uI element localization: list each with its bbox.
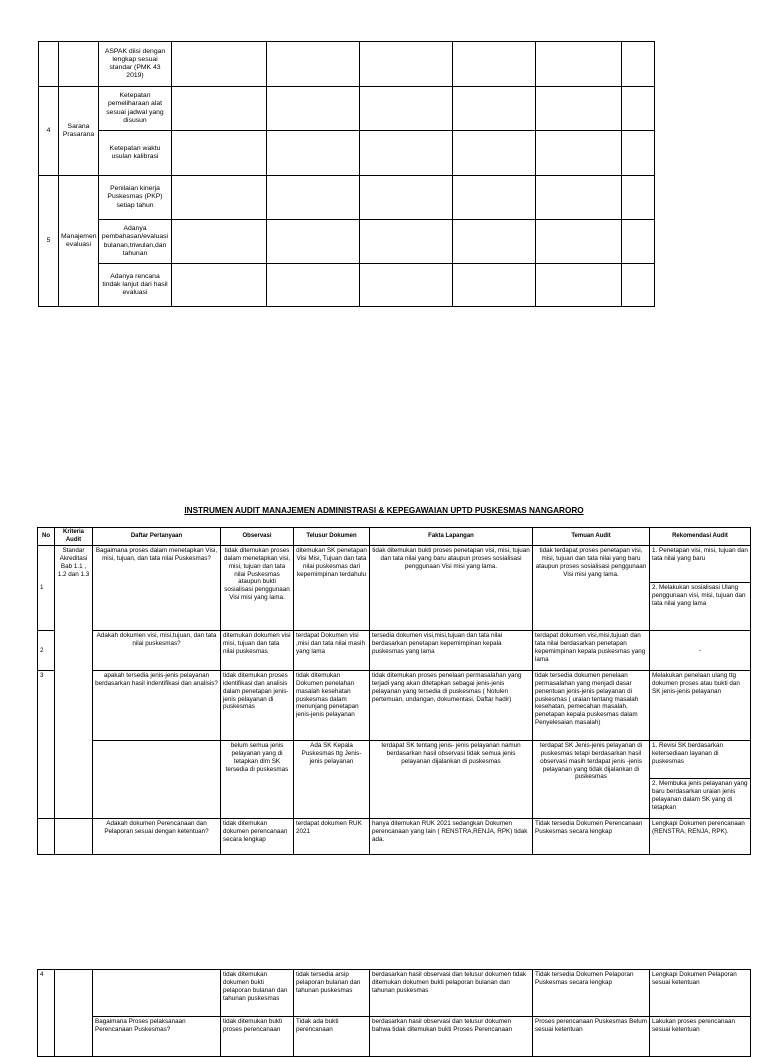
document-cell: Ada SK Kepala Puskesmas ttg Jenis-jenis pelayanan: [294, 741, 370, 819]
recommendation-cell: Lakukan proses perencanaan sesuai ketentuan: [650, 1017, 751, 1057]
fact-cell: berdasarkan hasil observasi dan telusur dokumen bahwa tidak ditemukan bukti Proses Perencanaan: [370, 1017, 533, 1057]
document-cell: tidak ditemukan Dokumen penelahan masalah kesehatan puskesmas dalam menunjang penetapan jenis-jenis pelayanan: [294, 671, 370, 741]
audit-instrument-title: INSTRUMEN AUDIT MANAJEMEN ADMINISTRASI & KEPEGAWAIAN UPTD PUSKESMAS NANGARORO: [184, 506, 584, 515]
criteria-cell: Ketepatan pemeliharaan alat sesuai jadwal yang disusun: [99, 87, 172, 131]
question-cell: Adakah dokumen visi, misi,tujuan, dan tata nilai puskesmas?: [93, 631, 221, 671]
table-row: [39, 176, 655, 220]
question-cell: Bagaimana Proses pelaksanaan Perencanaan Puskesmas?: [93, 1017, 221, 1057]
finding-cell: terdapat dokumen visi,misi,tujuan dan tata nilai berdasarkan penetapan kepemimpinan kepala puskesmas yang lama: [533, 631, 650, 671]
document-cell: Tidak ada bukti perencanaan: [294, 1017, 370, 1057]
col-header-kriteria: Kriteria Audit: [55, 528, 93, 546]
recommendation-cell: 2. Membuka jenis pelayanan yang baru berdasarkan uraian jenis pelayanan dalam SK yang di tetapkan: [650, 779, 751, 819]
document-cell: terdapat dokumen RUK 2021: [294, 819, 370, 855]
evaluation-table: [38, 41, 655, 307]
col-header-observasi: Observasi: [221, 528, 294, 546]
finding-cell: terdapat SK Jenis-jenis pelayanan di puskesmas tetapi berdasarkan hasil observasi masih terdapat jenis -jenis pelayanan yang tidak dijalankan di puskesmas: [533, 741, 650, 819]
observation-cell: belum semua jenis pelayanan yang di tetapkan dlm SK tersedia di puskesmas: [221, 741, 294, 819]
recommendation-cell: 1. Revisi SK berdasarkan ketersediaan layanan di puskesmas: [650, 741, 751, 779]
table-row: [38, 671, 751, 741]
criteria-cell: Adanya rencana tindak lanjut dari hasil evaluasi: [99, 264, 172, 307]
observation-cell: tidak ditemukan dokumen bukti pelaporan bulanan dan tahunan puskesmas: [221, 970, 294, 1017]
question-cell: [93, 741, 221, 819]
table-row: [38, 741, 751, 779]
category-name: Sarana Prasarana: [59, 87, 99, 176]
row-number: 4: [38, 970, 55, 1057]
observation-cell: tidak ditemukan dokumen perencanaan secara lengkap: [221, 819, 294, 855]
category-name: Manajemen evaluasi: [59, 176, 99, 307]
question-cell: Adakah dokumen Perencanaan dan Pelaporan sesuai dengan ketentuan?: [93, 819, 221, 855]
criteria-cell: Adanya pembahasan/evaluasi bulanan,triwulan,dan tahunan: [99, 220, 172, 264]
observation-cell: tidak ditemukan proses dalam menetapkan visi, misi, tujuan dan tata nilai Puskesmas ataupun bukti sosialisasi penggunaan Visi misi yang lama.: [221, 546, 294, 631]
row-number: 5: [39, 176, 59, 307]
recommendation-cell: 2. Melakukan sosialisasi Ulang penggunaan visi, misi, tujuan dan tata nilai yang lama: [650, 583, 751, 631]
row-number: 1: [38, 546, 55, 631]
recommendation-cell: Lengkapi Dokumen perencanaan (RENSTRA, RENJA, RPK).: [650, 819, 751, 855]
recommendation-cell: Lengkapi Dokumen Pelaporan sesuai ketentuan: [650, 970, 751, 1017]
fact-cell: tersedia dokumen visi,misi,tujuan dan tata nilai berdasarkan penetapan kepemimpinan kepala puskesmas yang lama: [370, 631, 533, 671]
table-row: [39, 131, 655, 176]
document-cell: tidak tersedia arsip pelaporan bulanan dan tahunan puskesmas: [294, 970, 370, 1017]
audit-table: [37, 527, 751, 855]
fact-cell: hanya ditemukan RUK 2021 sedangkan Dokumen perencanaan yang lain ( RENSTRA,RENJA, RPK) tidak ada.: [370, 819, 533, 855]
criteria-cell: ASPAK diisi dengan lengkap sesuai standar (PMK 43 2019): [99, 42, 172, 87]
document-cell: terdapat Dokumen visi ,misi dan tata nilai masih yang lama: [294, 631, 370, 671]
observation-cell: ditemukan dokumen visi misi, tujuan dan tata nilai puskesmas: [221, 631, 294, 671]
finding-cell: tidak tersedia dokumen penelaan permasalahan yang menjadi dasar penentuan jenis-jenis pelayanan di puskesmas ( uraian tentang masalah kesehatan, pemecahan masalah, penetapan kepala puskesmas dalam Penyelesaian masalah): [533, 671, 650, 741]
row-number: 4: [39, 87, 59, 176]
recommendation-cell: Melakukan penelaan ulang ttg dokumen proses atau bukti dan SK jenis-jenis pelayanan: [650, 671, 751, 741]
recommendation-cell: -: [650, 631, 751, 671]
finding-cell: Proses perencanaan Puskesmas Belum sesuai ketentuan: [533, 1017, 650, 1057]
table-row: [39, 264, 655, 307]
table-row: [38, 546, 751, 583]
table-header-row: [38, 528, 751, 546]
table-row: [39, 42, 655, 87]
document-cell: ditemukan SK penetapan Visi Misi, Tujuan dan tata nilai puskesmas dari kepemimpinan terdahulu: [294, 546, 370, 631]
criteria-cell: Penilaian kinerja Puskesmas (PKP) setiap tahun: [99, 176, 172, 220]
recommendation-cell: 1. Penetapan visi, misi, tujuan dan tata nilai yang baru: [650, 546, 751, 583]
audit-table-continued: [37, 969, 751, 1057]
observation-cell: tidak ditemukan proses identifikasi dan analisis dalam penetapan jenis-jenis pelayanan di puskesmas: [221, 671, 294, 741]
table-row: [39, 87, 655, 131]
finding-cell: Tidak tersedia Dokumen Pelaporan Puskesmas secara lengkap: [533, 970, 650, 1017]
fact-cell: berdasarkan hasil observasi dan telusur dokumen tidak ditemukan dokumen bukti pelaporan bulanan dan tahunan puskesmas: [370, 970, 533, 1017]
col-header-rekomendasi: Rekomendasi Audit: [650, 528, 751, 546]
row-number: [39, 42, 59, 87]
table-row: [38, 631, 751, 671]
col-header-temuan: Temuan Audit: [533, 528, 650, 546]
finding-cell: tidak terdapat proses penetapan visi, misi, tujuan dan tata nilai yang baru ataupun proses sosialisasi penggunaan Visi misi yang lama.: [533, 546, 650, 631]
category-name: [59, 42, 99, 87]
row-number: 3: [38, 671, 55, 819]
question-cell: apakah tersedia jenis-jenis pelayanan berdasarkan hasil indentifikasi dan analisis?: [93, 671, 221, 741]
finding-cell: Tidak tersedia Dokumen Perencanaan Puskesmas secara lengkap: [533, 819, 650, 855]
table-row: [38, 970, 751, 1017]
table-row: [38, 819, 751, 855]
criteria-cell: Standar Akreditasi Bab 1.1 , 1.2 dan 1.3: [55, 546, 93, 819]
criteria-cell: Ketepatan waktu usulan kalibrasi: [99, 131, 172, 176]
fact-cell: terdapat SK tentang jenis- jenis pelayanan namun berdasarkan hasil observasi tidak semua jenis pelayanan dijalankan di puskesmas: [370, 741, 533, 819]
question-cell: Bagaimana proses dalam menetapkan Visi, misi, tujuan, dan tata nilai Puskesmas?: [93, 546, 221, 631]
table-row: [38, 1017, 751, 1057]
fact-cell: tidak ditemukan proses penelaan permasalahan yang terjadi yang akan ditetapkan sebagai jenis-jenis pelayanan yang tersedia di puskesmas ( Notulen pertemuan, undangan, dokumentasi, Daftar hadir): [370, 671, 533, 741]
col-header-fakta: Fakta Lapangan: [370, 528, 533, 546]
col-header-telusur: Telusur Dokumen: [294, 528, 370, 546]
fact-cell: tidak ditemukan bukti proses penetapan visi, misi, tujuan dan tata nilai yang baru ataupun proses sosialisasi penggunaan Visi misi yang lama.: [370, 546, 533, 631]
row-number: 2: [38, 631, 55, 671]
col-header-daftar: Daftar Pertanyaan: [93, 528, 221, 546]
table-row: [39, 220, 655, 264]
observation-cell: tidak ditemukan bukti proses perencanaan: [221, 1017, 294, 1057]
col-header-no: No: [38, 528, 55, 546]
